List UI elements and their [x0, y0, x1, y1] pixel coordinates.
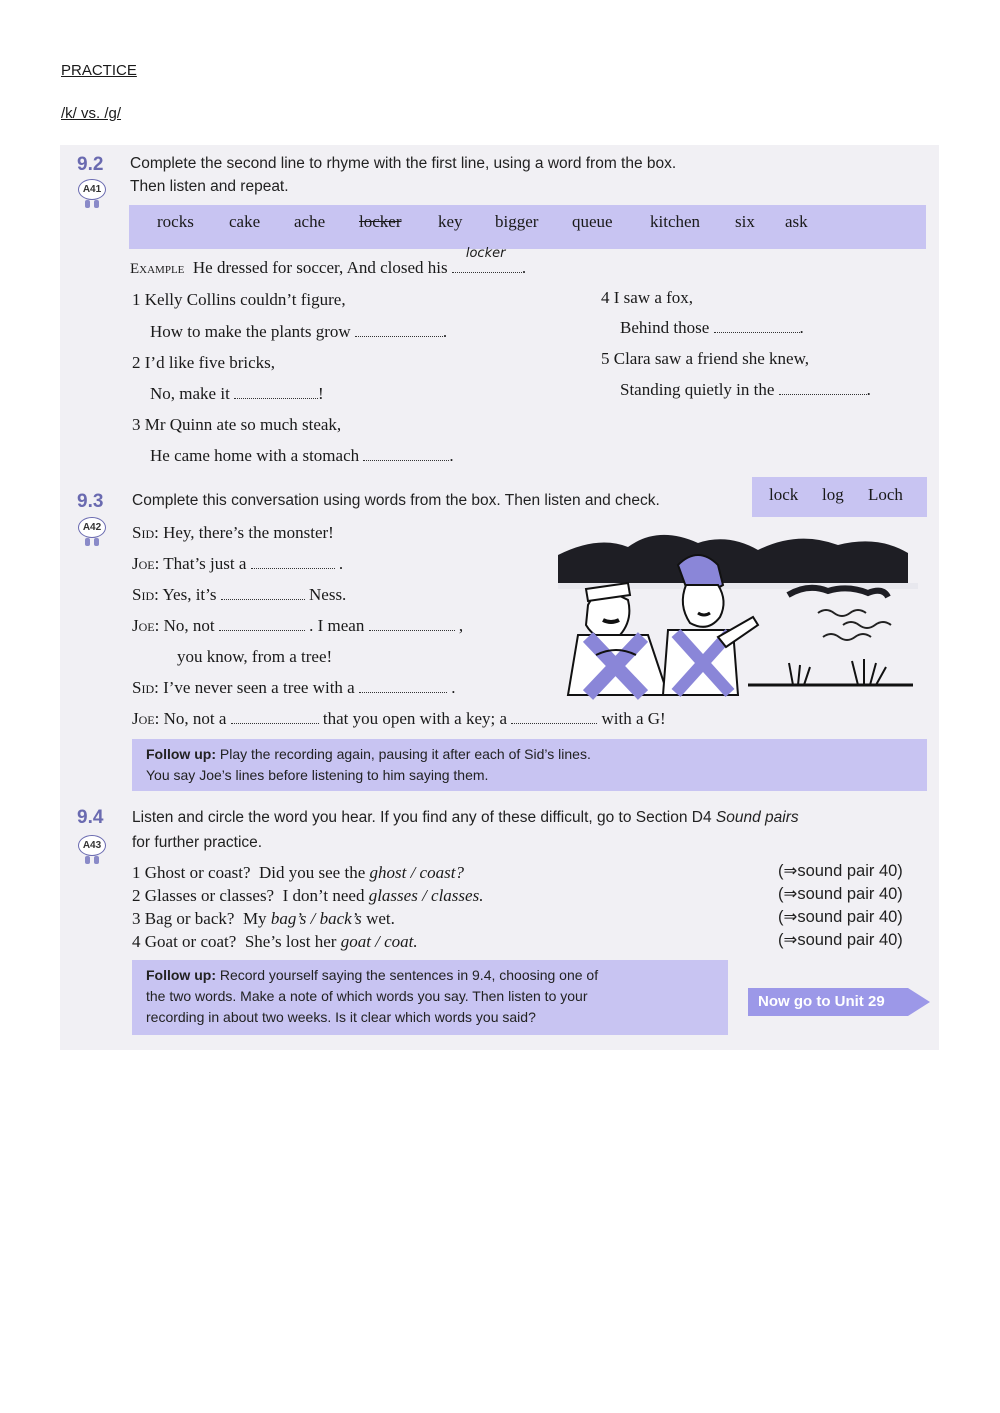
sound-pair-reference[interactable]: (⇒sound pair 40): [778, 885, 903, 903]
item-sentence: She’s lost her: [244, 932, 337, 951]
dialog-line-7: [132, 709, 666, 729]
dialog-text: Ness.: [309, 585, 347, 604]
box-word: cake: [229, 212, 261, 231]
item-line: Mr Quinn ate so much steak,: [144, 415, 342, 434]
answer-blank[interactable]: [221, 587, 305, 600]
headphones-icon: [85, 538, 99, 546]
dialog-text: with a G!: [601, 709, 666, 728]
follow-up-line: recording in about two weeks. Is it clear which words you said?: [146, 1009, 536, 1025]
item-end: !: [318, 384, 324, 403]
item-number: 4: [601, 288, 610, 307]
s92-word-box: [129, 205, 926, 249]
instruction-text: Listen and circle the word you hear. If you find any of these difficult, go to Section D4: [132, 809, 712, 826]
section-9-4-number: 9.4: [77, 807, 104, 828]
example-text: He dressed for soccer, And closed his: [192, 258, 448, 277]
follow-up-label: Follow up:: [146, 967, 216, 983]
dialog-text: .: [338, 554, 344, 573]
headphones-icon: [85, 200, 99, 208]
box-word: ache: [294, 212, 326, 231]
follow-up-line: the two words. Make a note of which words you say. Then listen to your: [146, 988, 588, 1004]
answer-blank[interactable]: [363, 448, 449, 461]
s92-item-1-line-1: [132, 290, 346, 310]
s92-item-3-line-2: [150, 446, 454, 466]
dialog-line-3: [132, 585, 346, 605]
item-line: Clara saw a friend she knew,: [613, 349, 810, 368]
example-label: Example: [130, 261, 185, 277]
audio-badge-a41: [77, 179, 107, 209]
speaker-sid: Sid:: [132, 523, 159, 542]
sentence-item: [132, 886, 483, 906]
item-end: .: [866, 380, 871, 399]
next-unit-link[interactable]: Now go to Unit 29: [748, 988, 908, 1016]
item-end: .: [449, 446, 454, 465]
cartoon-character-sid: [568, 583, 668, 695]
dialog-text: ,: [458, 616, 464, 635]
follow-up-line: Play the recording again, pausing it after each of Sid’s lines.: [219, 746, 591, 762]
example-blank: [452, 246, 522, 273]
sound-pair-reference[interactable]: (⇒sound pair 40): [778, 931, 903, 949]
box-word: bigger: [495, 212, 539, 231]
speaker-joe: Joe:: [132, 554, 160, 573]
answer-blank[interactable]: [231, 711, 319, 724]
item-question: Bag or back?: [144, 909, 235, 928]
s93-instruction: Complete this conversation using words from the box. Then listen and check.: [132, 492, 660, 509]
s92-item-2-line-1: [132, 353, 275, 373]
answer-blank[interactable]: [511, 711, 597, 724]
sentence-item: [132, 932, 418, 952]
section-9-2-number: 9.2: [77, 154, 104, 175]
item-line: Behind those: [620, 318, 710, 337]
item-end: .: [442, 322, 448, 341]
s93-follow-up-box: [132, 739, 927, 791]
sound-pair-reference[interactable]: (⇒sound pair 40): [778, 862, 903, 880]
textbook-page: [60, 145, 939, 1050]
s94-follow-up-text: [146, 965, 598, 1028]
s92-item-1-line-2: [150, 322, 447, 342]
item-line: How to make the plants grow: [150, 322, 351, 341]
item-number: 5: [601, 349, 610, 368]
speaker-sid: Sid:: [132, 678, 159, 697]
dialog-text: That’s just a: [163, 554, 247, 573]
dialog-text: Yes, it’s: [162, 585, 217, 604]
answer-blank[interactable]: [355, 324, 443, 337]
speaker-joe: Joe:: [132, 616, 160, 635]
box-word: locker: [359, 212, 402, 231]
s92-example: Example He dressed for soccer, And closed his locker .: [130, 246, 527, 277]
item-sentence: I don’t need: [282, 886, 365, 905]
s92-item-4-line-1: [601, 288, 693, 308]
dialog-text: that you open with a key; a: [322, 709, 508, 728]
s92-item-2-line-2: [150, 384, 324, 404]
speaker-sid: Sid:: [132, 585, 159, 604]
item-line: I saw a fox,: [613, 288, 694, 307]
answer-blank[interactable]: [251, 556, 335, 569]
box-word: kitchen: [650, 212, 701, 231]
speaker-joe: Joe:: [132, 709, 160, 728]
audio-track-label: A43: [78, 835, 106, 856]
audio-badge-a43: [77, 835, 107, 865]
box-word: rocks: [157, 212, 194, 231]
audio-track-label: A41: [78, 179, 106, 200]
sound-pair-reference[interactable]: (⇒sound pair 40): [778, 908, 903, 926]
item-number: 1: [132, 290, 141, 309]
s92-instruction-2: Then listen and repeat.: [130, 178, 289, 195]
topic-heading: /k/ vs. /g/: [61, 105, 122, 122]
box-word: key: [438, 212, 463, 231]
item-options[interactable]: glasses / classes.: [368, 886, 484, 905]
loch-ness-cartoon: [558, 525, 933, 705]
item-question: Ghost or coast?: [144, 863, 251, 882]
item-options[interactable]: bag’s / back’s: [270, 909, 362, 928]
follow-up-label: Follow up:: [146, 746, 216, 762]
dialog-line-1: [132, 523, 334, 543]
dialog-line-6: [132, 678, 455, 698]
answer-blank[interactable]: [714, 320, 800, 333]
follow-up-line: Record yourself saying the sentences in 9.4, choosing one of: [219, 967, 599, 983]
item-number: 2: [132, 886, 141, 905]
box-word: lock: [769, 485, 799, 504]
item-line: No, make it: [150, 384, 230, 403]
item-number: 4: [132, 932, 141, 951]
item-number: 3: [132, 909, 141, 928]
box-word: log: [822, 485, 844, 504]
item-sentence: My: [242, 909, 267, 928]
practice-heading: PRACTICE: [61, 62, 137, 79]
item-line: He came home with a stomach: [150, 446, 360, 465]
answer-blank[interactable]: [779, 382, 867, 395]
dialog-text: Hey, there’s the monster!: [163, 523, 334, 542]
audio-badge-a42: [77, 517, 107, 547]
answer-blank[interactable]: [234, 386, 318, 399]
dialog-text: .: [451, 678, 456, 697]
dialog-text: I’ve never seen a tree with a: [163, 678, 355, 697]
s92-item-5-line-1: [601, 349, 809, 369]
section-9-3-number: 9.3: [77, 491, 104, 512]
item-line: Standing quietly in the: [620, 380, 775, 399]
item-end: .: [799, 318, 804, 337]
s94-instruction-2: for further practice.: [132, 834, 263, 851]
box-word: queue: [572, 212, 613, 231]
item-number: 2: [132, 353, 141, 372]
item-tail: wet.: [366, 909, 395, 928]
audio-track-label: A42: [78, 517, 106, 538]
s92-item-4-line-2: [620, 318, 804, 338]
item-options[interactable]: goat / coat.: [340, 932, 418, 951]
item-line: Kelly Collins couldn’t figure,: [144, 290, 346, 309]
s94-instruction-1: [132, 809, 799, 827]
answer-blank[interactable]: [359, 680, 447, 693]
dialog-line-2: [132, 554, 343, 574]
box-word: Loch: [868, 485, 903, 504]
answer-blank[interactable]: [369, 618, 455, 631]
sentence-item: [132, 863, 464, 883]
item-question: Glasses or classes?: [144, 886, 275, 905]
box-word: six: [735, 212, 755, 231]
answer-blank[interactable]: [219, 618, 305, 631]
arrow-right-icon: [908, 988, 930, 1016]
instruction-italic: Sound pairs: [715, 809, 799, 826]
item-line: I’d like five bricks,: [144, 353, 276, 372]
headphones-icon: [85, 856, 99, 864]
item-number: 1: [132, 863, 141, 882]
s92-item-5-line-2: [620, 380, 871, 400]
s93-word-box: [752, 477, 927, 517]
example-answer: locker: [465, 246, 506, 261]
dialog-line-4: [132, 616, 463, 636]
s93-follow-up-text: [146, 744, 591, 786]
box-word: ask: [785, 212, 808, 231]
dialog-text: . I mean: [309, 616, 365, 635]
sentence-item: [132, 909, 395, 929]
item-question: Goat or coat?: [144, 932, 237, 951]
dialog-text: No, not: [163, 616, 215, 635]
item-sentence: Did you see the: [259, 863, 366, 882]
s92-instruction-1: Complete the second line to rhyme with the first line, using a word from the box.: [130, 155, 677, 172]
follow-up-line: You say Joe’s lines before listening to him saying them.: [146, 767, 489, 783]
dialog-text: No, not a: [163, 709, 227, 728]
s94-follow-up-box: [132, 960, 728, 1035]
item-number: 3: [132, 415, 141, 434]
item-options[interactable]: ghost / coast?: [369, 863, 464, 882]
dialog-line-5: you know, from a tree!: [177, 647, 333, 666]
s92-item-3-line-1: [132, 415, 341, 435]
